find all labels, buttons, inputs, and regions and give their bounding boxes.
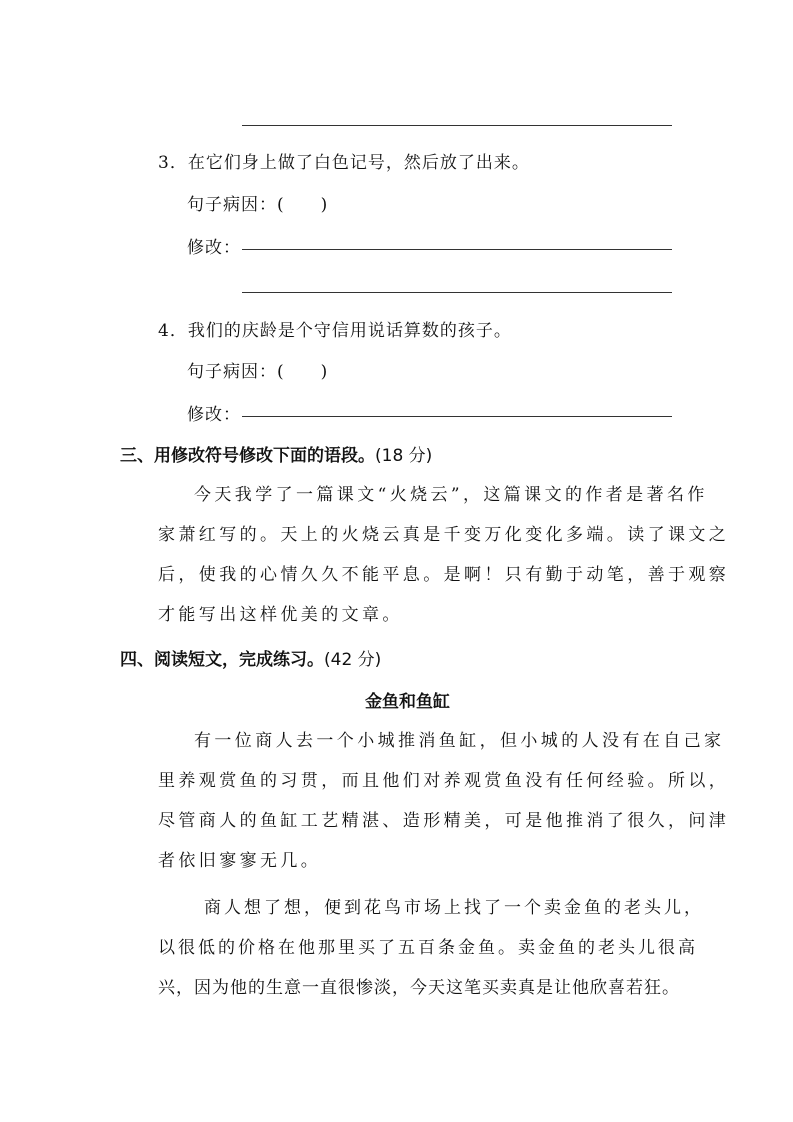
- section-4-title: 四、阅读短文，完成练习。: [120, 650, 324, 670]
- question-4-text: 4．我们的庆龄是个守信用说话算数的孩子。: [158, 321, 512, 341]
- paragraph-line: 兴，因为他的生意一直很惨淡，今天这笔买卖真是让他欣喜若狂。: [158, 978, 680, 998]
- section-4-heading: [120, 645, 381, 670]
- passage-line: 才能写出这样优美的文章。: [158, 605, 403, 625]
- section-4-score: (42 分): [324, 650, 382, 670]
- article-paragraph-1: [158, 721, 729, 881]
- question-4-fix-label: 修改：: [187, 405, 241, 425]
- paragraph-line: 里养观赏鱼的习贯，而且他们对养观赏鱼没有任何经验。所以，: [158, 771, 730, 791]
- paragraph-line: 以很低的价格在他那里买了五百条金鱼。卖金鱼的老头儿很高: [158, 938, 698, 958]
- passage-line: 后，使我的心情久久不能平息。是啊！只有勤于动笔，善于观察: [158, 565, 730, 585]
- paragraph-line: 有一位商人去一个小城推消鱼缸，但小城的人没有在自己家: [194, 731, 725, 751]
- answer-line-top[interactable]: [242, 125, 672, 126]
- passage-line: 家萧红写的。天上的火烧云真是千变万化变化多端。读了课文之: [158, 525, 730, 545]
- question-3-reason-label: 句子病因：( ): [187, 195, 329, 215]
- question-4-reason-label: 句子病因：( ): [187, 362, 329, 382]
- paragraph-line: 者依旧寥寥无几。: [158, 851, 322, 871]
- section-3-passage: [158, 475, 729, 635]
- article-paragraph-2: [158, 888, 704, 1008]
- article-title: 金鱼和鱼缸: [365, 692, 450, 712]
- question-4-fix-line[interactable]: [242, 416, 672, 417]
- question-3-fix-label: 修改：: [187, 238, 241, 258]
- question-3-text: 3．在它们身上做了白色记号，然后放了出来。: [158, 153, 530, 173]
- passage-line: 今天我学了一篇课文“火烧云”，这篇课文的作者是著名作: [194, 485, 708, 505]
- section-3-title: 三、用修改符号修改下面的语段。: [120, 446, 375, 466]
- paragraph-line: 尽管商人的鱼缸工艺精湛、造形精美，可是他推消了很久，问津: [158, 811, 730, 831]
- paragraph-line: 商人想了想，便到花鸟市场上找了一个卖金鱼的老头儿，: [204, 898, 704, 918]
- section-3-heading: [120, 441, 432, 466]
- section-3-score: (18 分): [375, 446, 433, 466]
- question-3-fix-line-2[interactable]: [242, 292, 672, 293]
- question-3-fix-line-1[interactable]: [242, 249, 672, 250]
